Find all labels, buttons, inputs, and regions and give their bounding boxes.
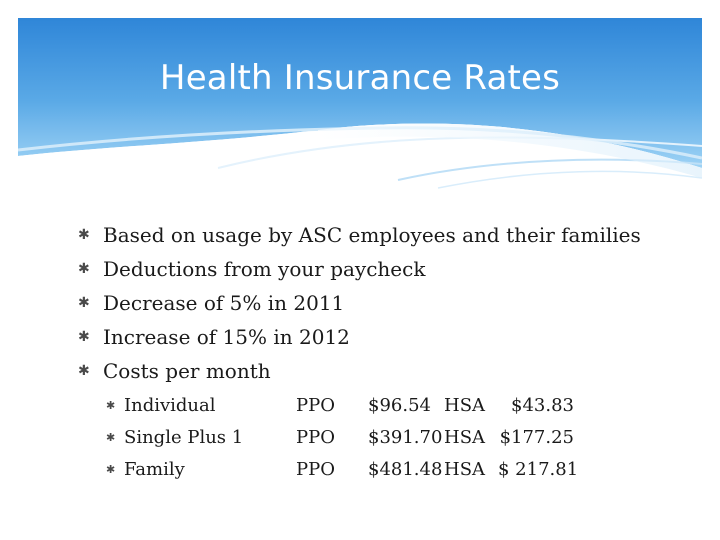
list-item [0, 286, 720, 320]
bullet-text: Costs per month [103, 359, 271, 383]
asterisk-bullet-icon: ✱ [106, 463, 116, 476]
list-item [0, 354, 720, 388]
banner-background [18, 18, 702, 198]
list-item [0, 320, 720, 354]
asterisk-bullet-icon: ✱ [78, 363, 90, 379]
bullet-list [0, 218, 720, 388]
coverage-label: Family [124, 459, 185, 480]
plan-price: $96.54 [368, 395, 431, 416]
plan-name: PPO [296, 427, 335, 448]
plan-name: PPO [296, 395, 335, 416]
plan-name: HSA [444, 395, 486, 416]
table-row [0, 390, 720, 422]
plan-price: $43.83 [511, 395, 574, 416]
asterisk-bullet-icon: ✱ [106, 431, 116, 444]
table-row [0, 454, 720, 486]
plan-name: HSA [444, 427, 486, 448]
asterisk-bullet-icon: ✱ [78, 227, 90, 243]
bullet-text: Based on usage by ASC employees and their families [103, 223, 641, 247]
plan-price: $391.70 [368, 427, 443, 448]
list-item [0, 252, 720, 286]
list-item [0, 218, 720, 252]
bullet-text: Decrease of 5% in 2011 [103, 291, 345, 315]
coverage-label: Individual [124, 395, 216, 416]
coverage-label: Single Plus 1 [124, 427, 244, 448]
slide-title: Health Insurance Rates [159, 58, 561, 98]
rates-table [0, 390, 720, 486]
table-row [0, 422, 720, 454]
bullet-text: Deductions from your paycheck [103, 257, 426, 281]
asterisk-bullet-icon: ✱ [78, 295, 90, 311]
plan-name: PPO [296, 459, 335, 480]
asterisk-bullet-icon: ✱ [106, 399, 116, 412]
asterisk-bullet-icon: ✱ [78, 261, 90, 277]
bullet-text: Increase of 15% in 2012 [103, 325, 350, 349]
title-banner [18, 18, 702, 198]
plan-price: $ 217.81 [498, 459, 579, 480]
plan-price: $177.25 [499, 427, 574, 448]
plan-price: $481.48 [368, 459, 443, 480]
plan-name: HSA [444, 459, 486, 480]
asterisk-bullet-icon: ✱ [78, 329, 90, 345]
